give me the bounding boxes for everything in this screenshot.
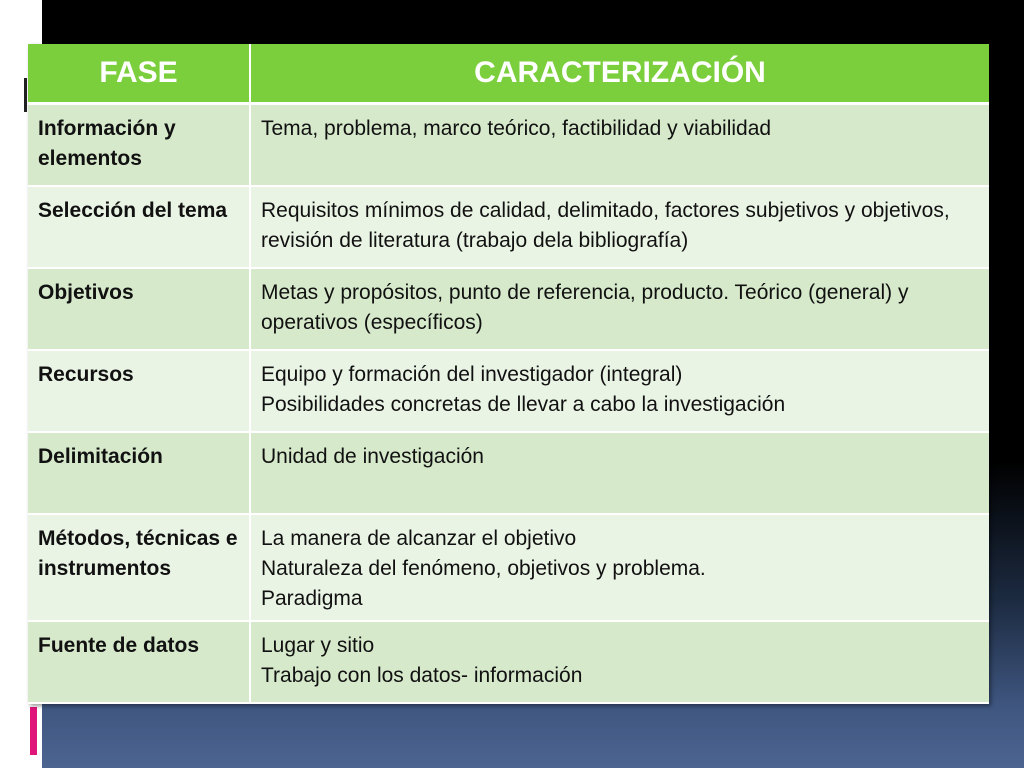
phases-table — [28, 44, 989, 704]
fase-cell: Objetivos — [28, 268, 250, 350]
caracterizacion-line: Equipo y formación del investigador (integral) — [261, 362, 683, 386]
fase-cell: Información y elementos — [28, 104, 250, 186]
decorative-tick — [24, 78, 27, 112]
header-fase: FASE — [28, 44, 250, 104]
caracterizacion-line: Lugar y sitio — [261, 633, 375, 657]
fase-cell: Delimitación — [28, 432, 250, 514]
caracterizacion-line: Unidad de investigación — [261, 444, 484, 468]
caracterizacion-cell — [250, 350, 989, 432]
table-header-row — [28, 44, 989, 104]
caracterizacion-line: Tema, problema, marco teórico, factibilidad y viabilidad — [261, 117, 772, 140]
table-row — [28, 350, 989, 432]
caracterizacion-cell — [250, 268, 989, 350]
caracterizacion-cell — [250, 514, 989, 621]
fase-cell: Fuente de datos — [28, 621, 250, 703]
fase-cell: Recursos — [28, 350, 250, 432]
fase-cell: Métodos, técnicas e instrumentos — [28, 514, 250, 621]
table-row — [28, 432, 989, 514]
table-row — [28, 621, 989, 703]
caracterizacion-line: Trabajo con los datos- información — [261, 663, 583, 687]
caracterizacion-line: Paradigma — [261, 586, 363, 610]
caracterizacion-line: Naturaleza del fenómeno, objetivos y problema. — [261, 556, 706, 580]
table-row — [28, 514, 989, 621]
caracterizacion-line: Requisitos mínimos de calidad, delimitado, factores subjetivos y objetivos, revisión de literatura (trabajo dela bibliografía) — [261, 198, 950, 252]
fase-cell: Selección del tema — [28, 186, 250, 268]
table-row — [28, 104, 989, 186]
caracterizacion-cell — [250, 621, 989, 703]
caracterizacion-cell — [250, 186, 989, 268]
caracterizacion-line: Posibilidades concretas de llevar a cabo la investigación — [261, 392, 786, 416]
table-row — [28, 268, 989, 350]
caracterizacion-cell — [250, 104, 989, 186]
caracterizacion-line: La manera de alcanzar el objetivo — [261, 526, 577, 550]
accent-bar — [30, 707, 37, 755]
header-caracterizacion: CARACTERIZACIÓN — [250, 44, 989, 104]
caracterizacion-line: Metas y propósitos, punto de referencia, producto. Teórico (general) y operativos (específicos) — [261, 280, 909, 334]
caracterizacion-cell — [250, 432, 989, 514]
table-row — [28, 186, 989, 268]
